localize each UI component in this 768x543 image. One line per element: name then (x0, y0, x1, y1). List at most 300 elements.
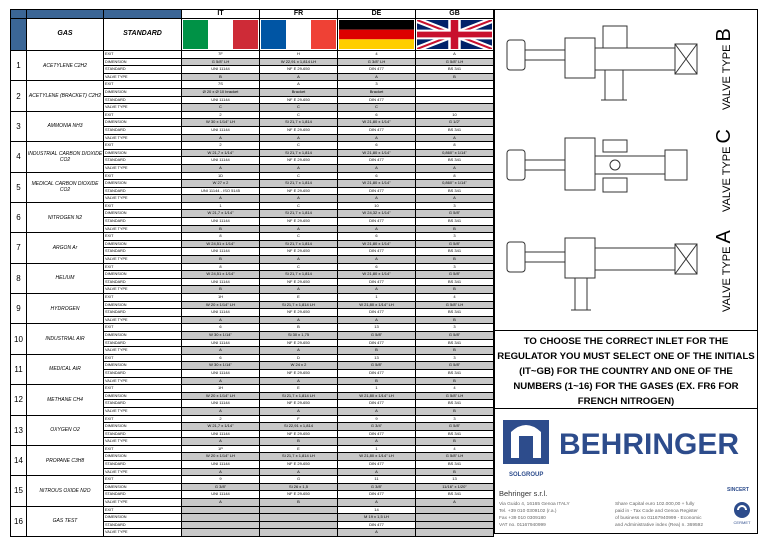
table-cell: BS 341 (416, 126, 494, 134)
table-cell: DIN 477 (338, 339, 416, 347)
valve-panel (494, 9, 758, 534)
table-cell: A (338, 225, 416, 233)
gas-number: 4 (11, 142, 27, 172)
table-row (11, 81, 494, 89)
table-row (11, 111, 494, 119)
certification-icon (731, 500, 753, 526)
table-cell: B (416, 73, 494, 81)
table-cell: G 5/8" LH (182, 58, 260, 66)
table-row (11, 294, 494, 302)
row-label: DIMENSION (104, 119, 182, 127)
table-cell: W 21,80 x 1/14" (338, 240, 416, 248)
row-label: EXIT (104, 294, 182, 302)
table-cell: A (338, 468, 416, 476)
table-cell: BS 341 (416, 218, 494, 226)
france-flag-icon (260, 19, 338, 51)
table-cell: 4 (416, 294, 494, 302)
table-cell: W 21,80 x 1/14" (338, 119, 416, 127)
table-cell: A (338, 164, 416, 172)
table-cell: 3 (416, 354, 494, 362)
gas-number: 11 (11, 354, 27, 384)
table-cell: B (338, 347, 416, 355)
table-cell: 2 (182, 142, 260, 150)
table-cell: A (260, 286, 338, 294)
table-cell: DIN 477 (338, 309, 416, 317)
table-cell: W 24 x 2 (260, 362, 338, 370)
table-cell: 2 (182, 111, 260, 119)
table-cell: B (182, 73, 260, 81)
table-cell (260, 514, 338, 522)
table-cell: 4 (338, 51, 416, 59)
table-cell: 0,860" x 1/14" (416, 149, 494, 157)
row-label: VALVE TYPE (104, 134, 182, 142)
row-label: EXIT (104, 385, 182, 393)
table-cell: 11/16" x 1/20" (416, 483, 494, 491)
table-cell: A (260, 468, 338, 476)
table-cell: A (260, 195, 338, 203)
table-cell: D (260, 354, 338, 362)
table-cell: E (260, 294, 338, 302)
corner-cell (104, 10, 182, 19)
table-cell (416, 88, 494, 96)
valve-b-drawing (507, 26, 697, 100)
gas-name: MEDICAL AIR (27, 354, 104, 384)
row-label: DIMENSION (104, 301, 182, 309)
table-cell: W 27 x 2 (182, 180, 260, 188)
table-cell: 13 (338, 354, 416, 362)
table-cell: A (338, 256, 416, 264)
table-cell: Si 21,7 x 1,814 (260, 210, 338, 218)
table-cell: W 30 x 1/14" (182, 331, 260, 339)
table-cell: A (416, 195, 494, 203)
row-label: STANDARD (104, 339, 182, 347)
table-cell: W 21,7 x 1/14" (182, 149, 260, 157)
gas-name: PROPANE C3H8 (27, 445, 104, 475)
table-cell: A (260, 256, 338, 264)
table-cell: 8 (416, 172, 494, 180)
table-cell: 4 (416, 445, 494, 453)
row-label: EXIT (104, 142, 182, 150)
table-cell: Bracket (338, 88, 416, 96)
table-cell: UNI 11144 (182, 400, 260, 408)
row-label: DIMENSION (104, 362, 182, 370)
table-cell: A (260, 347, 338, 355)
row-label: DIMENSION (104, 180, 182, 188)
table-cell: C (260, 233, 338, 241)
table-cell: 8 (182, 233, 260, 241)
table-cell: W 21,80 x 1/14" LH (338, 453, 416, 461)
row-label: VALVE TYPE (104, 499, 182, 507)
solgroup-emblem-icon (503, 420, 549, 464)
gas-name: AMMONIA NH3 (27, 111, 104, 141)
table-cell: Si 21,7 x 1,814 (260, 149, 338, 157)
row-label: DIMENSION (104, 271, 182, 279)
table-cell: G 5/8" LH (416, 392, 494, 400)
table-cell: 7S (182, 81, 260, 89)
table-cell: A (182, 468, 260, 476)
table-cell: W 30 x 1/14" LH (182, 119, 260, 127)
table-cell: A (260, 225, 338, 233)
table-cell: W 21,80 x 1/14" (338, 271, 416, 279)
table-cell: UNI 11144 (182, 309, 260, 317)
table-cell: B (260, 499, 338, 507)
table-cell: G 3/8" (338, 483, 416, 491)
uk-flag-icon (416, 19, 494, 51)
table-cell: 6 (338, 233, 416, 241)
row-label: EXIT (104, 263, 182, 271)
table-cell (416, 514, 494, 522)
table-cell: DIN 477 (338, 369, 416, 377)
table-cell: A (182, 316, 260, 324)
table-cell: DIN 477 (338, 491, 416, 499)
table-cell: NF E 29-650 (260, 218, 338, 226)
table-row (11, 324, 494, 332)
table-cell: DIN 477 (338, 430, 416, 438)
table-cell: C (260, 202, 338, 210)
country-code-gb: GB (416, 10, 494, 19)
row-label: DIMENSION (104, 210, 182, 218)
table-cell: E (260, 385, 338, 393)
table-cell: BS 341 (416, 187, 494, 195)
table-cell: 1 (338, 445, 416, 453)
table-cell (260, 521, 338, 529)
table-cell: A (182, 499, 260, 507)
table-cell: G 5/8" LH (416, 58, 494, 66)
gas-number: 16 (11, 506, 27, 536)
table-cell: NF E 29-650 (260, 278, 338, 286)
table-cell: 6 (338, 111, 416, 119)
table-cell: W 30 x 1/14" (182, 362, 260, 370)
country-code-de: DE (338, 10, 416, 19)
table-cell: B (338, 377, 416, 385)
gas-number: 9 (11, 294, 27, 324)
company-address: Via Guido 4, 16165 Genoa ITALY Tel. +39 010 0309102 (r.a.) Fax +39 010 0309180 VAT no. 01167940999 (499, 502, 570, 528)
table-cell: G 5/8" (416, 331, 494, 339)
table-cell: NF E 29-650 (260, 461, 338, 469)
table-cell: 1 (338, 385, 416, 393)
table-cell: A (338, 499, 416, 507)
table-cell: B (260, 324, 338, 332)
table-cell: DIN 477 (338, 126, 416, 134)
corner-cell (27, 10, 104, 19)
table-cell: C (260, 111, 338, 119)
table-cell: W 20 x 1/14" LH (182, 301, 260, 309)
table-cell: Si 21,7 x 1,814 (260, 119, 338, 127)
table-cell (416, 529, 494, 537)
table-cell: G 5/8" LH (416, 301, 494, 309)
table-cell: DIN 477 (338, 66, 416, 74)
table-cell: DIN 477 (338, 400, 416, 408)
table-cell (416, 506, 494, 514)
gas-number: 14 (11, 445, 27, 475)
table-cell: B (182, 225, 260, 233)
gas-name: GAS TEST (27, 506, 104, 536)
table-cell: DIN 477 (338, 218, 416, 226)
gas-name: HYDROGEN (27, 294, 104, 324)
sincert-badge: SINCERT (727, 487, 749, 493)
table-cell: Si 30 x 1,75 (260, 331, 338, 339)
table-cell: B (182, 256, 260, 264)
table-cell: DIN 477 (338, 248, 416, 256)
company-name: Behringer s.r.l. (499, 489, 548, 498)
table-cell: A (416, 134, 494, 142)
table-cell: A (260, 316, 338, 324)
table-row (11, 202, 494, 210)
row-label: VALVE TYPE (104, 438, 182, 446)
table-cell: 9 (182, 476, 260, 484)
gas-name: OXYGEN O2 (27, 415, 104, 445)
row-label: STANDARD (104, 96, 182, 104)
table-cell: C (260, 104, 338, 112)
gas-number: 13 (11, 415, 27, 445)
table-cell: G 5/8" (416, 362, 494, 370)
table-cell: 1H (182, 294, 260, 302)
table-cell: A (182, 377, 260, 385)
table-cell: G 5/8" (416, 240, 494, 248)
table-cell: UNI 11144 (182, 339, 260, 347)
table-cell: UNI 11144 (182, 278, 260, 286)
country-code-fr: FR (260, 10, 338, 19)
gas-number: 6 (11, 202, 27, 232)
table-cell: UNI 11144 (182, 430, 260, 438)
table-cell: W 21,80 x 1/14" LH (338, 392, 416, 400)
gas-number: 15 (11, 476, 27, 506)
table-cell: C (338, 104, 416, 112)
row-label: EXIT (104, 233, 182, 241)
table-cell: W 21,80 x 1/14" LH (338, 301, 416, 309)
table-cell: G 5/8" (338, 362, 416, 370)
table-cell (416, 104, 494, 112)
row-label: STANDARD (104, 521, 182, 529)
table-cell: W 24,32 x 1/14" (338, 210, 416, 218)
table-cell: Bracket (260, 88, 338, 96)
row-label: DIMENSION (104, 423, 182, 431)
table-cell: M 19 x 1,5 LH (338, 514, 416, 522)
svg-text:CERMET: CERMET (733, 520, 751, 525)
table-cell: BS 341 (416, 491, 494, 499)
table-cell: Si 21,7 x 1,814 (260, 271, 338, 279)
table-cell: C (182, 104, 260, 112)
table-cell: Si 21,7 x 1,814 LH (260, 453, 338, 461)
table-cell: B (416, 225, 494, 233)
table-cell: Si 21,7 x 1,814 (260, 180, 338, 188)
row-label: STANDARD (104, 430, 182, 438)
table-cell: A (338, 286, 416, 294)
gas-number: 3 (11, 111, 27, 141)
table-cell: 6 (338, 172, 416, 180)
row-label: VALVE TYPE (104, 104, 182, 112)
table-cell: G 5/8" LH (416, 453, 494, 461)
row-label: DIMENSION (104, 58, 182, 66)
table-cell: G (260, 476, 338, 484)
table-cell (182, 506, 260, 514)
table-cell: NF E 29-650 (260, 96, 338, 104)
valve-type-b-label: VALVE TYPE B (713, 28, 735, 110)
table-cell: NF E 29-650 (260, 339, 338, 347)
table-cell: 11 (338, 476, 416, 484)
table-cell: G 3/4" (338, 423, 416, 431)
table-cell: NF E 29-650 (260, 248, 338, 256)
table-cell: NF E 29-650 (260, 309, 338, 317)
table-cell: G 3/8" (182, 483, 260, 491)
gas-header: GAS (27, 19, 104, 51)
table-cell: 3 (416, 233, 494, 241)
row-label: EXIT (104, 445, 182, 453)
table-cell: 3 (416, 324, 494, 332)
table-cell: BS 341 (416, 430, 494, 438)
row-label: STANDARD (104, 187, 182, 195)
table-cell: W 24,51 x 1/14" (182, 240, 260, 248)
gas-number: 2 (11, 81, 27, 111)
gas-number: 10 (11, 324, 27, 354)
table-cell: A (260, 73, 338, 81)
gas-inlet-table (10, 9, 494, 537)
row-label: STANDARD (104, 309, 182, 317)
gas-name: ACETYLENE (BRACKET) C2H2 (27, 81, 104, 111)
table-cell: NF E 29-650 (260, 430, 338, 438)
row-label: EXIT (104, 354, 182, 362)
gas-name: ACETYLENE C2H2 (27, 51, 104, 81)
table-row (11, 385, 494, 393)
row-label: DIMENSION (104, 149, 182, 157)
behringer-logo (499, 414, 755, 482)
table-cell: DIN 477 (338, 157, 416, 165)
valve-type-a-label: VALVE TYPE A (713, 230, 735, 312)
table-cell: B (416, 407, 494, 415)
table-row (11, 263, 494, 271)
gas-name: INDUSTRIAL AIR (27, 324, 104, 354)
brand-sub: SOLGROUP (509, 472, 544, 478)
row-label: STANDARD (104, 218, 182, 226)
germany-flag-icon (338, 19, 416, 51)
table-cell: F (260, 415, 338, 423)
table-cell: 1P (182, 445, 260, 453)
table-cell: 2 (182, 415, 260, 423)
table-cell: 8 (182, 263, 260, 271)
country-code-it: IT (182, 10, 260, 19)
table-cell: W 21,80 x 1/14" (338, 149, 416, 157)
row-label: EXIT (104, 415, 182, 423)
table-cell: A (260, 377, 338, 385)
table-cell: B (416, 256, 494, 264)
table-cell (416, 81, 494, 89)
table-cell: DIN 477 (338, 521, 416, 529)
row-label: DIMENSION (104, 331, 182, 339)
row-label: VALVE TYPE (104, 529, 182, 537)
table-cell: A (182, 407, 260, 415)
table-cell: Si 21,7 x 1,814 (260, 240, 338, 248)
table-cell: W 21,7 x 1/14" (182, 423, 260, 431)
table-cell: BS 341 (416, 369, 494, 377)
gas-name: NITROGEN N2 (27, 202, 104, 232)
row-label: EXIT (104, 324, 182, 332)
table-cell: UNI 11144 (182, 66, 260, 74)
table-cell: B (416, 347, 494, 355)
table-cell: 13 (416, 476, 494, 484)
company-registration: Share Capital euro 102.000,00 + fully paid in - Tax Code and Genoa Register of business no 01167940999 - Economic and Administrative index (Rea) n. 369592 (615, 502, 703, 528)
table-cell: UNI 11144 (182, 248, 260, 256)
table-cell: B (416, 468, 494, 476)
row-label: STANDARD (104, 248, 182, 256)
table-cell: 6 (182, 354, 260, 362)
table-cell: NF E 29-650 (260, 400, 338, 408)
table-cell: H (260, 51, 338, 59)
table-cell: NF E 29-650 (260, 369, 338, 377)
table-cell: W 21,7 x 1/14" (182, 210, 260, 218)
table-cell: Si 21,7 x 1,814 LH (260, 301, 338, 309)
corner-cell (11, 19, 27, 51)
row-label: VALVE TYPE (104, 407, 182, 415)
table-row (11, 233, 494, 241)
table-cell (416, 521, 494, 529)
table-cell: E (260, 445, 338, 453)
row-label: VALVE TYPE (104, 73, 182, 81)
table-row (11, 354, 494, 362)
gas-number: 1 (11, 51, 27, 81)
gas-name: METHANE CH4 (27, 385, 104, 415)
row-label: VALVE TYPE (104, 256, 182, 264)
table-cell: 13 (338, 324, 416, 332)
table-cell: G 5/8" (416, 210, 494, 218)
table-cell: B (182, 286, 260, 294)
table-cell: 3 (416, 415, 494, 423)
table-cell: 6 (182, 324, 260, 332)
table-cell (182, 514, 260, 522)
row-label: DIMENSION (104, 392, 182, 400)
table-cell: 14 (338, 506, 416, 514)
table-cell: C (260, 263, 338, 271)
row-label: STANDARD (104, 461, 182, 469)
table-cell: A (338, 438, 416, 446)
table-cell: UNI 11144 - ISO 5145 (182, 187, 260, 195)
table-cell: A (260, 81, 338, 89)
table-cell: A (260, 134, 338, 142)
table-cell: C (260, 172, 338, 180)
row-label: VALVE TYPE (104, 164, 182, 172)
gas-number: 12 (11, 385, 27, 415)
table-cell: 1D (182, 172, 260, 180)
gas-name: ARGON Ar (27, 233, 104, 263)
table-cell: Si 21,7 x 1,814 LH (260, 392, 338, 400)
row-label: STANDARD (104, 278, 182, 286)
table-cell: UNI 11144 (182, 157, 260, 165)
selection-instructions: TO CHOOSE THE CORRECT INLET FOR THE REGULATOR YOU MUST SELECT ONE OF THE INITIALS (IT~GB) FOR THE COUNTRY AND ONE OF THE NUMBERS (1~16) FOR THE GASES (EX. FR6 FOR FRENCH NITROGEN) (495, 330, 757, 409)
row-label: STANDARD (104, 400, 182, 408)
table-cell: G 5/8" (416, 271, 494, 279)
table-cell: 8 (416, 142, 494, 150)
row-label: VALVE TYPE (104, 286, 182, 294)
gas-name: INDUSTRIAL CARBON DIOXIDE CO2 (27, 142, 104, 172)
gas-number: 8 (11, 263, 27, 293)
table-cell: DIN 477 (338, 278, 416, 286)
row-label: EXIT (104, 172, 182, 180)
table-cell: A (182, 195, 260, 203)
table-cell: NF E 29-650 (260, 66, 338, 74)
row-label: STANDARD (104, 126, 182, 134)
table-cell: 3 (416, 263, 494, 271)
valve-a-drawing (507, 238, 697, 310)
row-label: STANDARD (104, 369, 182, 377)
row-label: EXIT (104, 111, 182, 119)
table-row (11, 445, 494, 453)
gas-number: 5 (11, 172, 27, 202)
table-cell: A (416, 164, 494, 172)
table-cell: A (416, 499, 494, 507)
table-cell: Si 26 x 1,5 (260, 483, 338, 491)
table-cell: BS 341 (416, 278, 494, 286)
table-cell: 1 (338, 294, 416, 302)
corner-cell (11, 10, 27, 19)
